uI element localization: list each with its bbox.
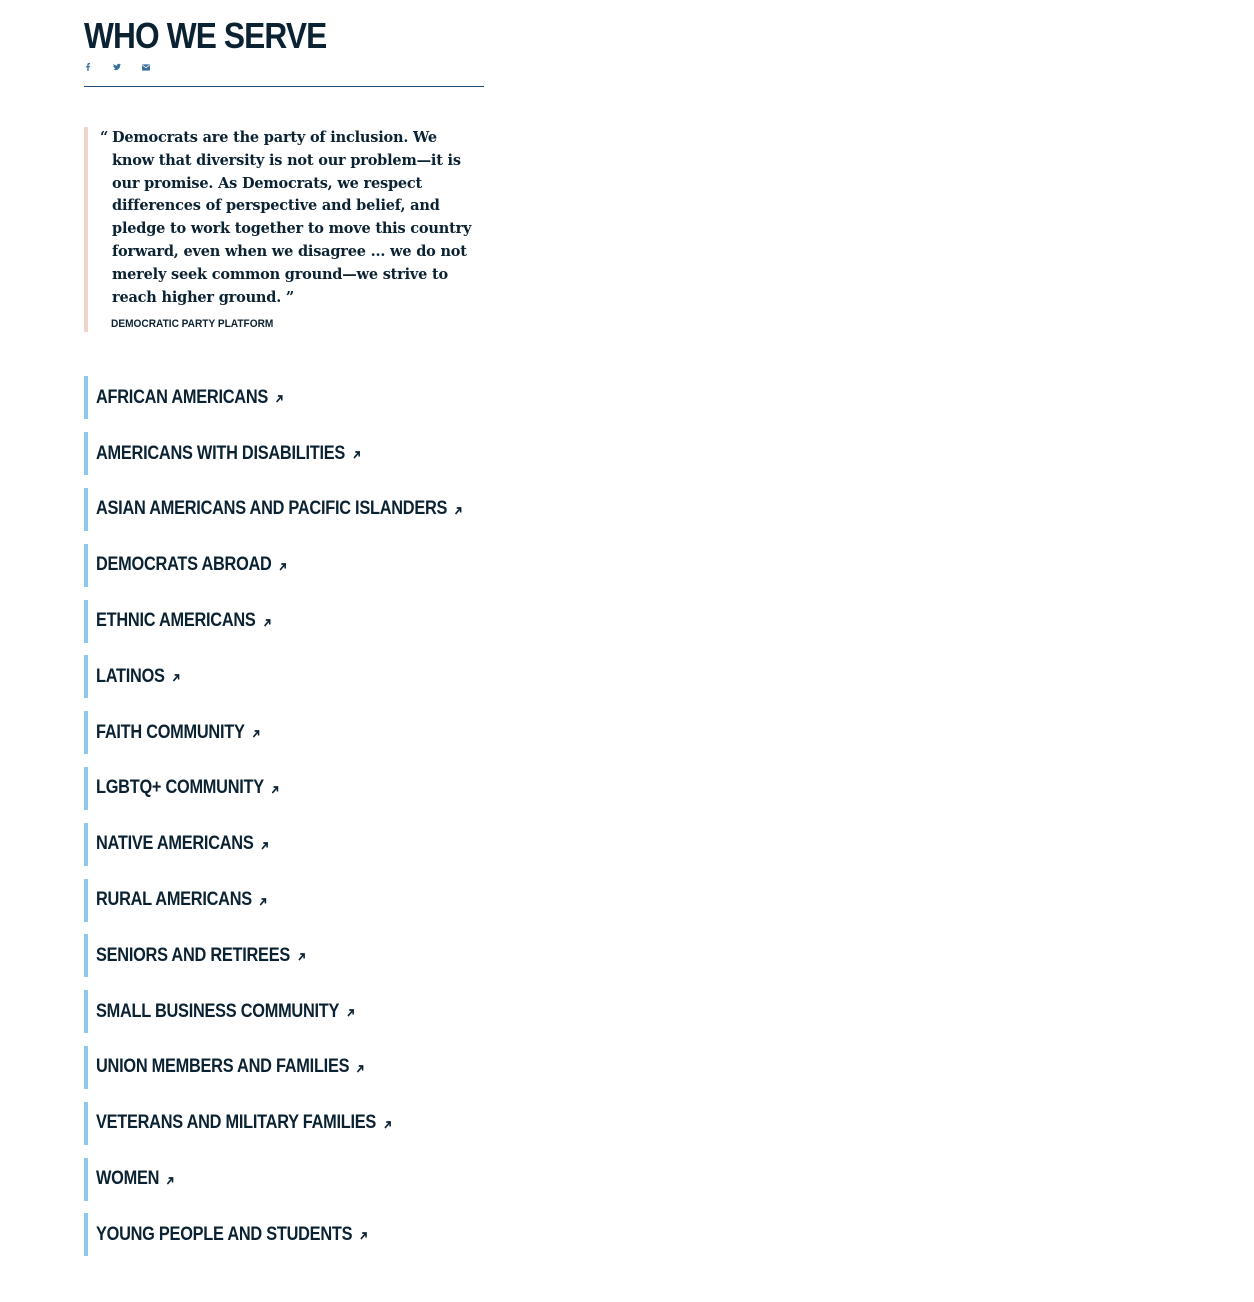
- external-arrow-icon: [260, 841, 269, 851]
- external-arrow-icon: [278, 562, 287, 572]
- group-label: AMERICANS WITH DISABILITIES: [96, 442, 346, 464]
- group-item-rural-americans[interactable]: [84, 879, 484, 922]
- group-label: SENIORS AND RETIREES: [96, 944, 290, 966]
- group-item-faith-community[interactable]: [84, 711, 484, 754]
- external-arrow-icon: [454, 506, 463, 516]
- group-link[interactable]: [96, 443, 361, 465]
- quote-open-mark: “: [100, 129, 109, 146]
- page-title: WHO WE SERVE: [84, 15, 327, 56]
- group-label: ASIAN AMERICANS AND PACIFIC ISLANDERS: [96, 498, 448, 520]
- platform-quote: [84, 127, 484, 332]
- external-arrow-icon: [259, 897, 268, 907]
- group-label: VETERANS AND MILITARY FAMILIES: [96, 1112, 377, 1134]
- group-label: NATIVE AMERICANS: [96, 833, 254, 855]
- external-arrow-icon: [275, 394, 284, 404]
- quote-text: [100, 127, 480, 309]
- group-item-asian-americans-pacific-islanders[interactable]: [84, 488, 484, 531]
- group-label: WOMEN: [96, 1168, 160, 1190]
- external-arrow-icon: [172, 673, 181, 683]
- group-link[interactable]: [96, 554, 287, 576]
- external-arrow-icon: [383, 1120, 392, 1130]
- external-arrow-icon: [166, 1176, 175, 1186]
- group-item-native-americans[interactable]: [84, 823, 484, 866]
- group-link[interactable]: [96, 722, 260, 744]
- group-link[interactable]: [96, 1056, 365, 1078]
- external-arrow-icon: [297, 952, 306, 962]
- group-link[interactable]: [96, 498, 463, 520]
- external-arrow-icon: [352, 450, 361, 460]
- group-label: FAITH COMMUNITY: [96, 721, 245, 743]
- group-item-women[interactable]: [84, 1158, 484, 1201]
- main-content: [84, 0, 484, 1269]
- group-link[interactable]: [96, 945, 305, 967]
- groups-list: [84, 376, 484, 1256]
- group-item-african-americans[interactable]: [84, 376, 484, 419]
- group-item-ethnic-americans[interactable]: [84, 600, 484, 643]
- group-item-veterans-and-military-families[interactable]: [84, 1102, 484, 1145]
- group-label: UNION MEMBERS AND FAMILIES: [96, 1056, 350, 1078]
- facebook-icon[interactable]: [84, 63, 92, 71]
- group-label: RURAL AMERICANS: [96, 889, 252, 911]
- group-label: DEMOCRATS ABROAD: [96, 554, 272, 576]
- group-link[interactable]: [96, 1112, 392, 1134]
- external-arrow-icon: [346, 1008, 355, 1018]
- quote-body: Democrats are the party of inclusion. We know that diversity is not our problem—it is our promise. As Democrats, we respect differences of perspective and belief, and pledge to work together to move this country forward, even when we disagree ... we do not merely seek common ground—we strive to reach higher ground.: [112, 129, 472, 306]
- group-label: SMALL BUSINESS COMMUNITY: [96, 1000, 340, 1022]
- external-arrow-icon: [252, 729, 261, 739]
- group-label: ETHNIC AMERICANS: [96, 610, 256, 632]
- group-link[interactable]: [96, 777, 279, 799]
- external-arrow-icon: [359, 1231, 368, 1241]
- group-link[interactable]: [96, 889, 267, 911]
- group-item-small-business-community[interactable]: [84, 990, 484, 1033]
- quote-close-mark: ”: [281, 288, 295, 306]
- group-label: YOUNG PEOPLE AND STUDENTS: [96, 1223, 353, 1245]
- group-item-americans-with-disabilities[interactable]: [84, 432, 484, 475]
- group-link[interactable]: [96, 1001, 355, 1023]
- group-item-latinos[interactable]: [84, 655, 484, 698]
- share-bar: [84, 60, 484, 74]
- group-item-union-members-and-families[interactable]: [84, 1046, 484, 1089]
- title-divider: [84, 86, 484, 87]
- quote-source: DEMOCRATIC PARTY PLATFORM: [111, 318, 274, 331]
- external-arrow-icon: [356, 1064, 365, 1074]
- group-link[interactable]: [96, 833, 269, 855]
- group-link[interactable]: [96, 387, 284, 409]
- group-item-democrats-abroad[interactable]: [84, 544, 484, 587]
- email-icon[interactable]: [142, 63, 150, 71]
- group-label: LATINOS: [96, 665, 165, 687]
- group-link[interactable]: [96, 610, 271, 632]
- group-label: LGBTQ+ COMMUNITY: [96, 777, 264, 799]
- group-label: AFRICAN AMERICANS: [96, 386, 269, 408]
- group-item-lgbtq-community[interactable]: [84, 767, 484, 810]
- twitter-icon[interactable]: [113, 63, 121, 71]
- group-item-seniors-and-retirees[interactable]: [84, 934, 484, 977]
- external-arrow-icon: [271, 785, 280, 795]
- group-link[interactable]: [96, 1224, 368, 1246]
- group-link[interactable]: [96, 666, 180, 688]
- external-arrow-icon: [262, 618, 271, 628]
- group-link[interactable]: [96, 1168, 175, 1190]
- group-item-young-people-and-students[interactable]: [84, 1213, 484, 1256]
